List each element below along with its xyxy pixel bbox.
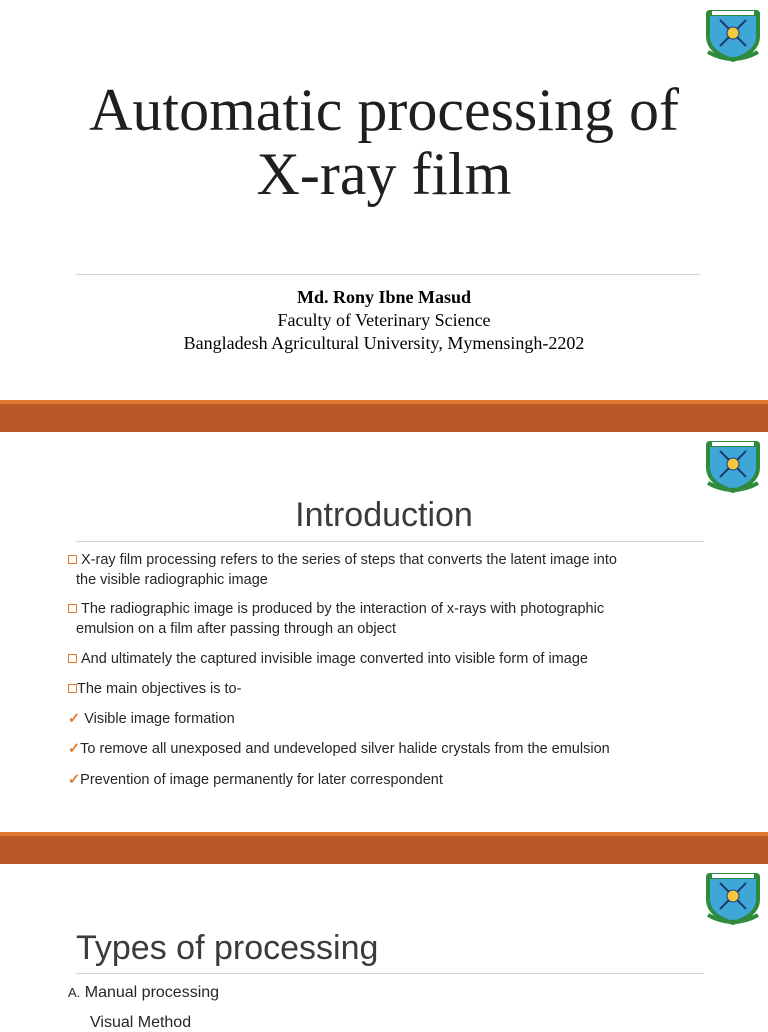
section-title-types: Types of processing	[76, 929, 379, 967]
bullet-text: Prevention of image permanently for later correspondent	[80, 772, 443, 788]
bullet-item	[68, 649, 708, 669]
square-bullet-icon	[68, 555, 77, 564]
section-title-introduction: Introduction	[295, 496, 473, 534]
item-text: Manual processing	[84, 984, 220, 1001]
title-underline	[76, 541, 704, 542]
check-bullet-icon: ✓	[68, 741, 81, 757]
affiliation-university: Bangladesh Agricultural University, Mymensingh-2202	[183, 333, 585, 353]
square-bullet-icon	[68, 684, 77, 693]
bullet-item	[68, 679, 708, 699]
bullet-text-line1: X-ray film processing refers to the series of steps that converts the latent image into	[81, 552, 617, 568]
affiliation-faculty: Faculty of Veterinary Science	[277, 310, 491, 330]
check-bullet-icon: ✓	[68, 711, 85, 727]
author-name: Md. Rony Ibne Masud	[296, 287, 472, 307]
bullet-text: And ultimately the captured invisible image converted into visible form of image	[81, 651, 588, 667]
bullet-text: The main objectives is to-	[77, 681, 242, 697]
square-bullet-icon	[68, 604, 77, 613]
title-divider	[76, 274, 700, 275]
bullet-text-line2: emulsion on a film after passing through an object	[76, 621, 396, 637]
title-line-2: X-ray film	[256, 141, 512, 207]
list-item-manual-processing	[68, 984, 219, 1002]
item-text: Visual Method	[90, 1014, 192, 1031]
bullet-text: Visible image formation	[84, 711, 235, 727]
bullet-text-line2: the visible radiographic image	[76, 572, 268, 588]
bullet-item	[68, 550, 708, 590]
square-bullet-icon	[68, 654, 77, 663]
slide-1	[0, 0, 768, 400]
check-bullet-icon: ✓	[68, 772, 81, 788]
university-seal-icon	[700, 437, 766, 495]
list-item-partial	[90, 1014, 191, 1032]
bullet-text: To remove all unexposed and undeveloped silver halide crystals from the emulsion	[80, 741, 610, 757]
bullet-item	[68, 770, 708, 790]
title-line-1: Automatic processing of	[89, 77, 679, 143]
slide-title	[0, 78, 768, 206]
slide-separator	[0, 400, 768, 432]
title-underline	[76, 973, 704, 974]
university-seal-icon	[700, 869, 766, 927]
bullet-item	[68, 599, 708, 639]
bullet-text-line1: The radiographic image is produced by the interaction of x-rays with photographic	[81, 601, 605, 617]
bullet-item	[68, 709, 708, 729]
bullet-item	[68, 739, 708, 759]
slide-separator	[0, 832, 768, 864]
item-prefix: A.	[68, 985, 81, 1000]
university-seal-icon	[700, 6, 766, 64]
